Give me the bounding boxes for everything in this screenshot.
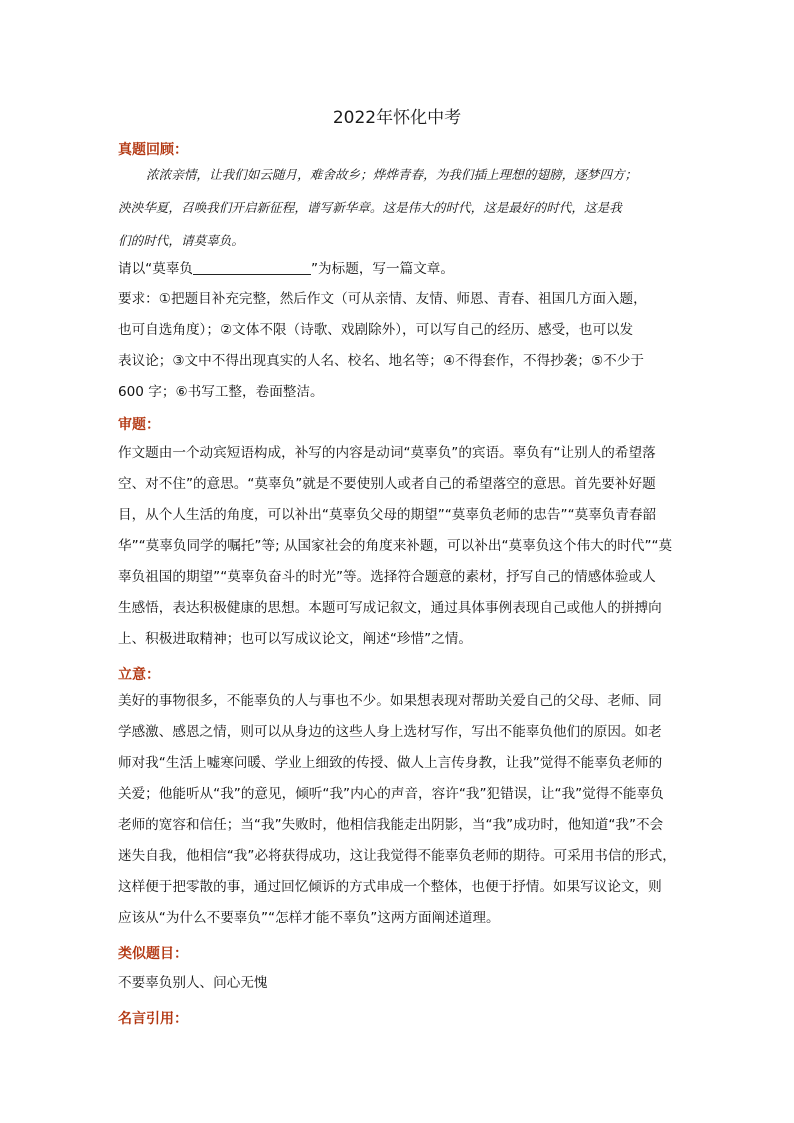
theme-line: 应该从“为什么不要辜负”“怎样才能不辜负”这两方面阐述道理。 <box>118 910 500 926</box>
analysis-line: 生感悟，表达积极健康的思想。本题可写成记叙文，通过具体事例表现自己或他人的拼搏向 <box>118 600 662 616</box>
page-title: 2022年怀化中考 <box>332 108 462 128</box>
section-heading-leisi: 类似题目： <box>118 946 188 962</box>
similar-topic-line: 不要辜负别人、问心无愧 <box>118 975 268 991</box>
analysis-line: 辜负祖国的期望”“莫辜负奋斗的时光”等。选择符合题意的素材，抒写自己的情感体验或人 <box>118 569 656 585</box>
theme-paragraph <box>118 686 678 934</box>
theme-line: 师对我“生活上嘘寒问暖、学业上细致的传授、做人上言传身教，让我”觉得不能辜负老师的 <box>118 755 663 771</box>
section-heading-shenti: 审题： <box>118 417 160 433</box>
section-heading-mingyan: 名言引用： <box>118 1011 188 1027</box>
theme-line: 迷失自我，他相信“我”必将获得成功，这让我觉得不能辜负老师的期待。可采用书信的形式， <box>118 848 676 864</box>
analysis-line: 目，从个人生活的角度，可以补出“莫辜负父母的期望”“莫辜负老师的忠告”“莫辜负青春韶 <box>118 507 657 523</box>
theme-line: 这样便于把零散的事，通过回忆倾诉的方式串成一个整体，也便于抒情。如果写议论文，则 <box>118 879 662 895</box>
similar-topics <box>118 968 678 999</box>
prompt-text-after: ”为标题，写一篇文章。 <box>311 261 454 277</box>
section-heading-zhenti: 真题回顾： <box>118 142 188 158</box>
requirements <box>118 284 678 408</box>
analysis-paragraph <box>118 438 678 655</box>
intro-line: 们的时代，请莫辜负。 <box>118 233 244 248</box>
analysis-line: 华”“莫辜负同学的嘱托”等; 从国家社会的角度来补题，可以补出“莫辜负这个伟大的时代”“莫 <box>118 538 673 554</box>
intro-line: 泱泱华夏，召唤我们开启新征程，谱写新华章。这是伟大的时代，这是最好的时代，这是我 <box>118 200 622 215</box>
intro-line: 浓浓亲情，让我们如云随月，难舍故乡；烨烨青春，为我们插上理想的翅膀，逐梦四方； <box>146 167 638 182</box>
theme-line: 关爱；他能听从“我”的意见，倾听“我”内心的声音，容许“我”犯错误，让“我”觉得不能辜负 <box>118 786 664 802</box>
analysis-line: 空、对不住”的意思。“莫辜负”就是不要使别人或者自己的希望落空的意思。首先要补好题 <box>118 476 656 492</box>
theme-line: 美好的事物很多，不能辜负的人与事也不少。如果想表现对帮助关爱自己的父母、老师、同 <box>118 693 662 709</box>
requirement-line: 要求：①把题目补充完整，然后作文（可从亲情、友情、师恩、青春、祖国几方面入题， <box>118 291 647 307</box>
requirement-line: 也可自选角度）；②文体不限（诗歌、戏剧除外），可以写自己的经历、感受，也可以发 <box>118 322 634 338</box>
prompt-instruction <box>118 254 678 285</box>
section-heading-liyi: 立意： <box>118 667 160 683</box>
theme-line: 学感激、感恩之情，则可以从身边的这些人身上选材写作，写出不能辜负他们的原因。如老 <box>118 724 662 740</box>
analysis-line: 作文题由一个动宾短语构成，补写的内容是动词“莫辜负”的宾语。辜负有“让别人的希望落 <box>118 445 656 461</box>
analysis-line: 上、积极进取精神；也可以写成议论文，阐述“珍惜”之情。 <box>118 631 472 647</box>
theme-line: 老师的宽容和信任；当“我”失败时，他相信我能走出阴影，当“我”成功时，他知道“我”不会 <box>118 817 664 833</box>
prompt-intro <box>118 158 678 257</box>
requirement-line: 600 字；⑥书写工整，卷面整洁。 <box>118 384 324 400</box>
prompt-text-before: 请以“莫辜负 <box>118 261 194 277</box>
title-blank-line <box>193 260 311 275</box>
requirement-line: 表议论；③文中不得出现真实的人名、校名、地名等；④不得套作，不得抄袭；⑤不少于 <box>118 353 644 369</box>
